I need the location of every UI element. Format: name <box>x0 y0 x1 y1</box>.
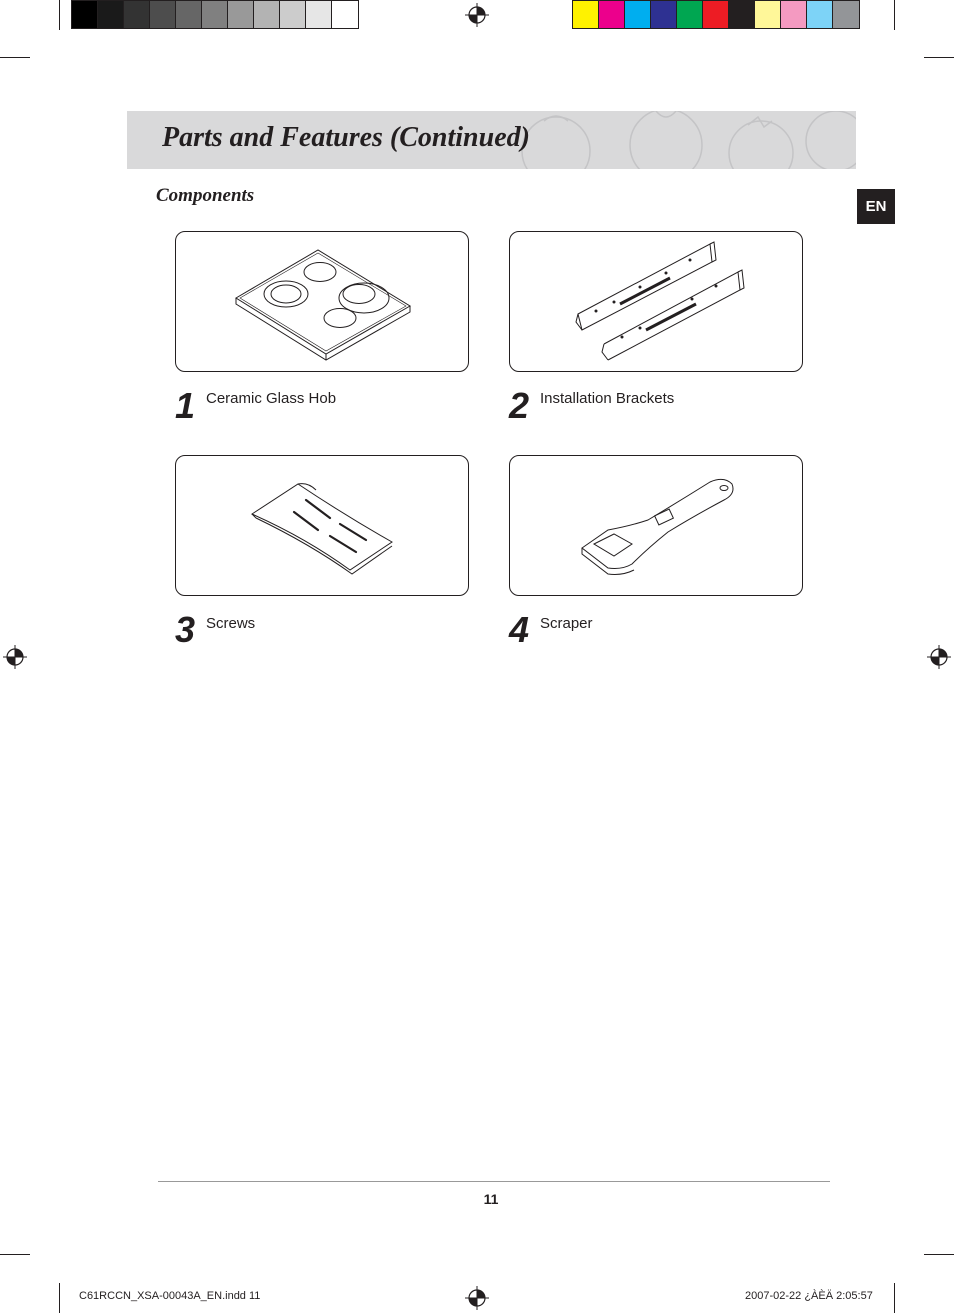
color-swatch <box>677 1 703 28</box>
crop-mark <box>894 0 895 30</box>
scraper-icon <box>510 456 802 595</box>
color-swatch <box>781 1 807 28</box>
crop-mark <box>0 57 30 58</box>
color-swatch <box>599 1 625 28</box>
color-swatch <box>755 1 781 28</box>
color-swatch <box>202 1 228 28</box>
color-swatch <box>306 1 332 28</box>
process-color-bar <box>572 0 860 29</box>
registration-mark-icon <box>3 645 27 669</box>
date-slug: 2007-02-22 ¿ÀÈÄ 2:05:57 <box>745 1290 873 1302</box>
color-swatch <box>72 1 98 28</box>
page-number: 11 <box>483 1191 499 1207</box>
crop-mark <box>924 57 954 58</box>
color-swatch <box>98 1 124 28</box>
crop-mark <box>924 1254 954 1255</box>
color-swatch <box>228 1 254 28</box>
page-title: Parts and Features (Continued) <box>162 122 530 153</box>
crop-mark <box>0 1254 30 1255</box>
component-number: 4 <box>509 609 530 650</box>
registration-mark-icon <box>465 1286 489 1310</box>
installation-brackets-icon <box>510 232 802 371</box>
color-swatch <box>254 1 280 28</box>
color-swatch <box>332 1 358 28</box>
section-title: Components <box>156 185 255 206</box>
component-number: 3 <box>175 609 196 650</box>
color-swatch <box>150 1 176 28</box>
component-label: Screws <box>206 615 256 632</box>
registration-mark-icon <box>465 3 489 27</box>
component-image-scraper <box>509 455 803 596</box>
color-swatch <box>729 1 755 28</box>
vegetable-pattern-icon <box>516 111 856 169</box>
component-image-screws <box>175 455 469 596</box>
color-swatch <box>651 1 677 28</box>
crop-mark <box>59 0 60 30</box>
color-swatch <box>176 1 202 28</box>
crop-mark <box>894 1283 895 1313</box>
component-number: 2 <box>509 385 530 426</box>
component-label: Ceramic Glass Hob <box>206 390 337 407</box>
crop-mark <box>59 1283 60 1313</box>
component-number: 1 <box>175 385 196 426</box>
color-swatch <box>807 1 833 28</box>
language-tab: EN <box>857 189 895 224</box>
component-image-hob <box>175 231 469 372</box>
registration-mark-icon <box>927 645 951 669</box>
color-swatch <box>703 1 729 28</box>
ceramic-hob-icon <box>176 232 468 371</box>
color-swatch <box>625 1 651 28</box>
color-swatch <box>124 1 150 28</box>
color-swatch <box>833 1 859 28</box>
component-label: Installation Brackets <box>540 390 675 407</box>
color-swatch <box>573 1 599 28</box>
component-image-brackets <box>509 231 803 372</box>
screws-bag-icon <box>176 456 468 595</box>
grayscale-color-bar <box>71 0 359 29</box>
file-slug: C61RCCN_XSA-00043A_EN.indd 11 <box>79 1290 261 1302</box>
header-banner <box>127 111 856 169</box>
component-label: Scraper <box>540 615 593 632</box>
color-swatch <box>280 1 306 28</box>
footer-divider <box>158 1181 830 1182</box>
